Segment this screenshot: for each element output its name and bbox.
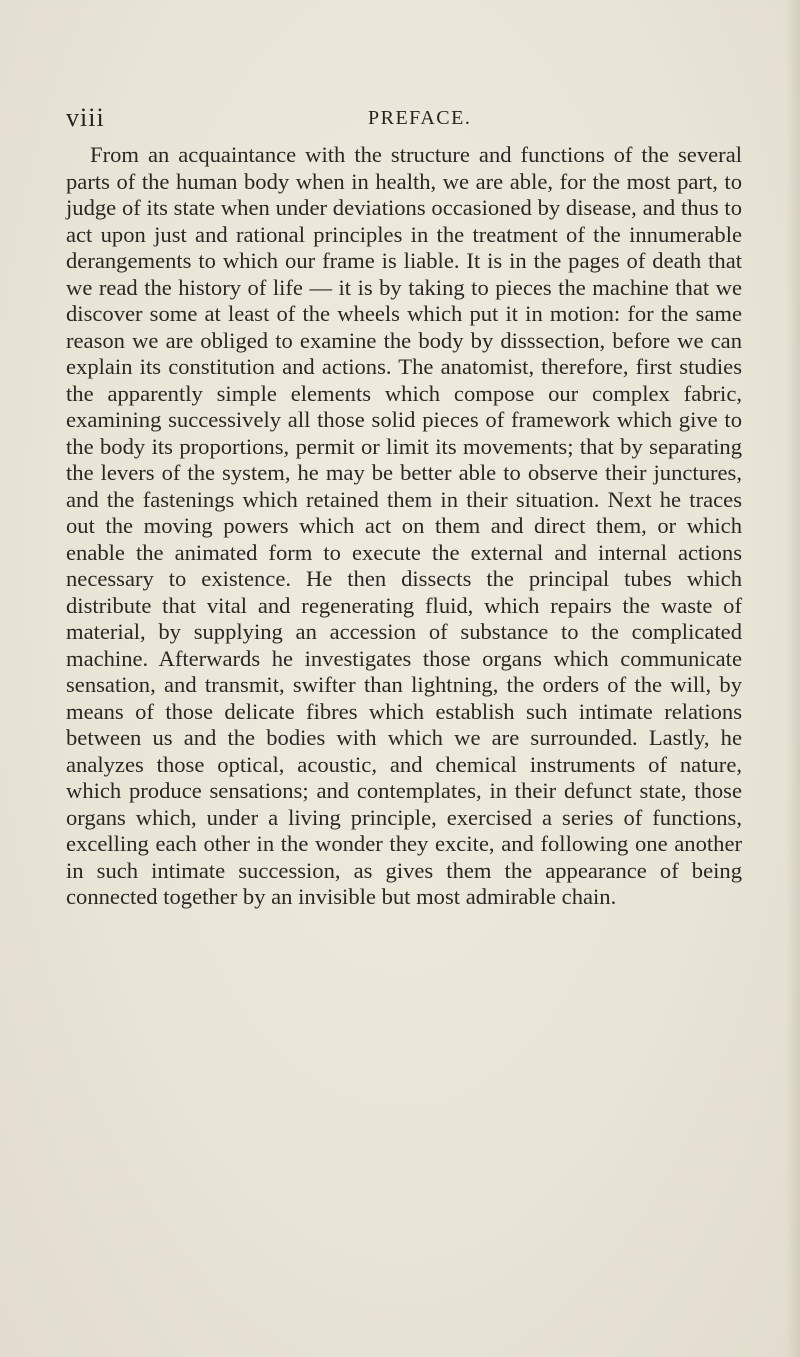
- page-number: viii: [66, 103, 105, 132]
- page-edge-shadow: [786, 0, 800, 1357]
- preface-paragraph: From an acquaintance with the structure and functions of the several parts of the human body when in health, we are able, for the most part, to judge of its state when under deviations occasioned by disease, and thus to act upon just and rational principles in the treatment of the innumerable derangements to which our frame is liable. It is in the pages of death that we read the history of life — it is by taking to pieces the machine that we discover some at least of the wheels which put it in motion: for the same reason we are obliged to examine the body by disssection, before we can explain its constitution and actions. The anatomist, therefore, first studies the apparently simple elements which compose our complex fabric, examining successively all those solid pieces of framework which give to the body its proportions, permit or limit its movements; that by separating the levers of the system, he may be better able to observe their junctures, and the fastenings which retained them in their situation. Next he traces out the moving powers which act on them and direct them, or which enable the animated form to execute the external and internal actions necessary to existence. He then dissects the principal tubes which distribute that vital and regenerating fluid, which repairs the waste of material, by supplying an accession of substance to the complicated machine. Afterwards he investigates those organs which communicate sensation, and transmit, swifter than lightning, the orders of the will, by means of those delicate fibres which establish such intimate relations between us and the bodies with which we are surrounded. Lastly, he analyzes those optical, acoustic, and chemical instruments of nature, which produce sensations; and contemplates, in their defunct state, those organs which, under a living principle, exercised a series of functions, excelling each other in the wonder they excite, and following one another in such intimate succession, as gives them the appearance of being connected together by an invisible but most admirable chain.: [66, 142, 742, 909]
- page-header: [66, 103, 740, 133]
- running-head: PREFACE.: [368, 107, 472, 129]
